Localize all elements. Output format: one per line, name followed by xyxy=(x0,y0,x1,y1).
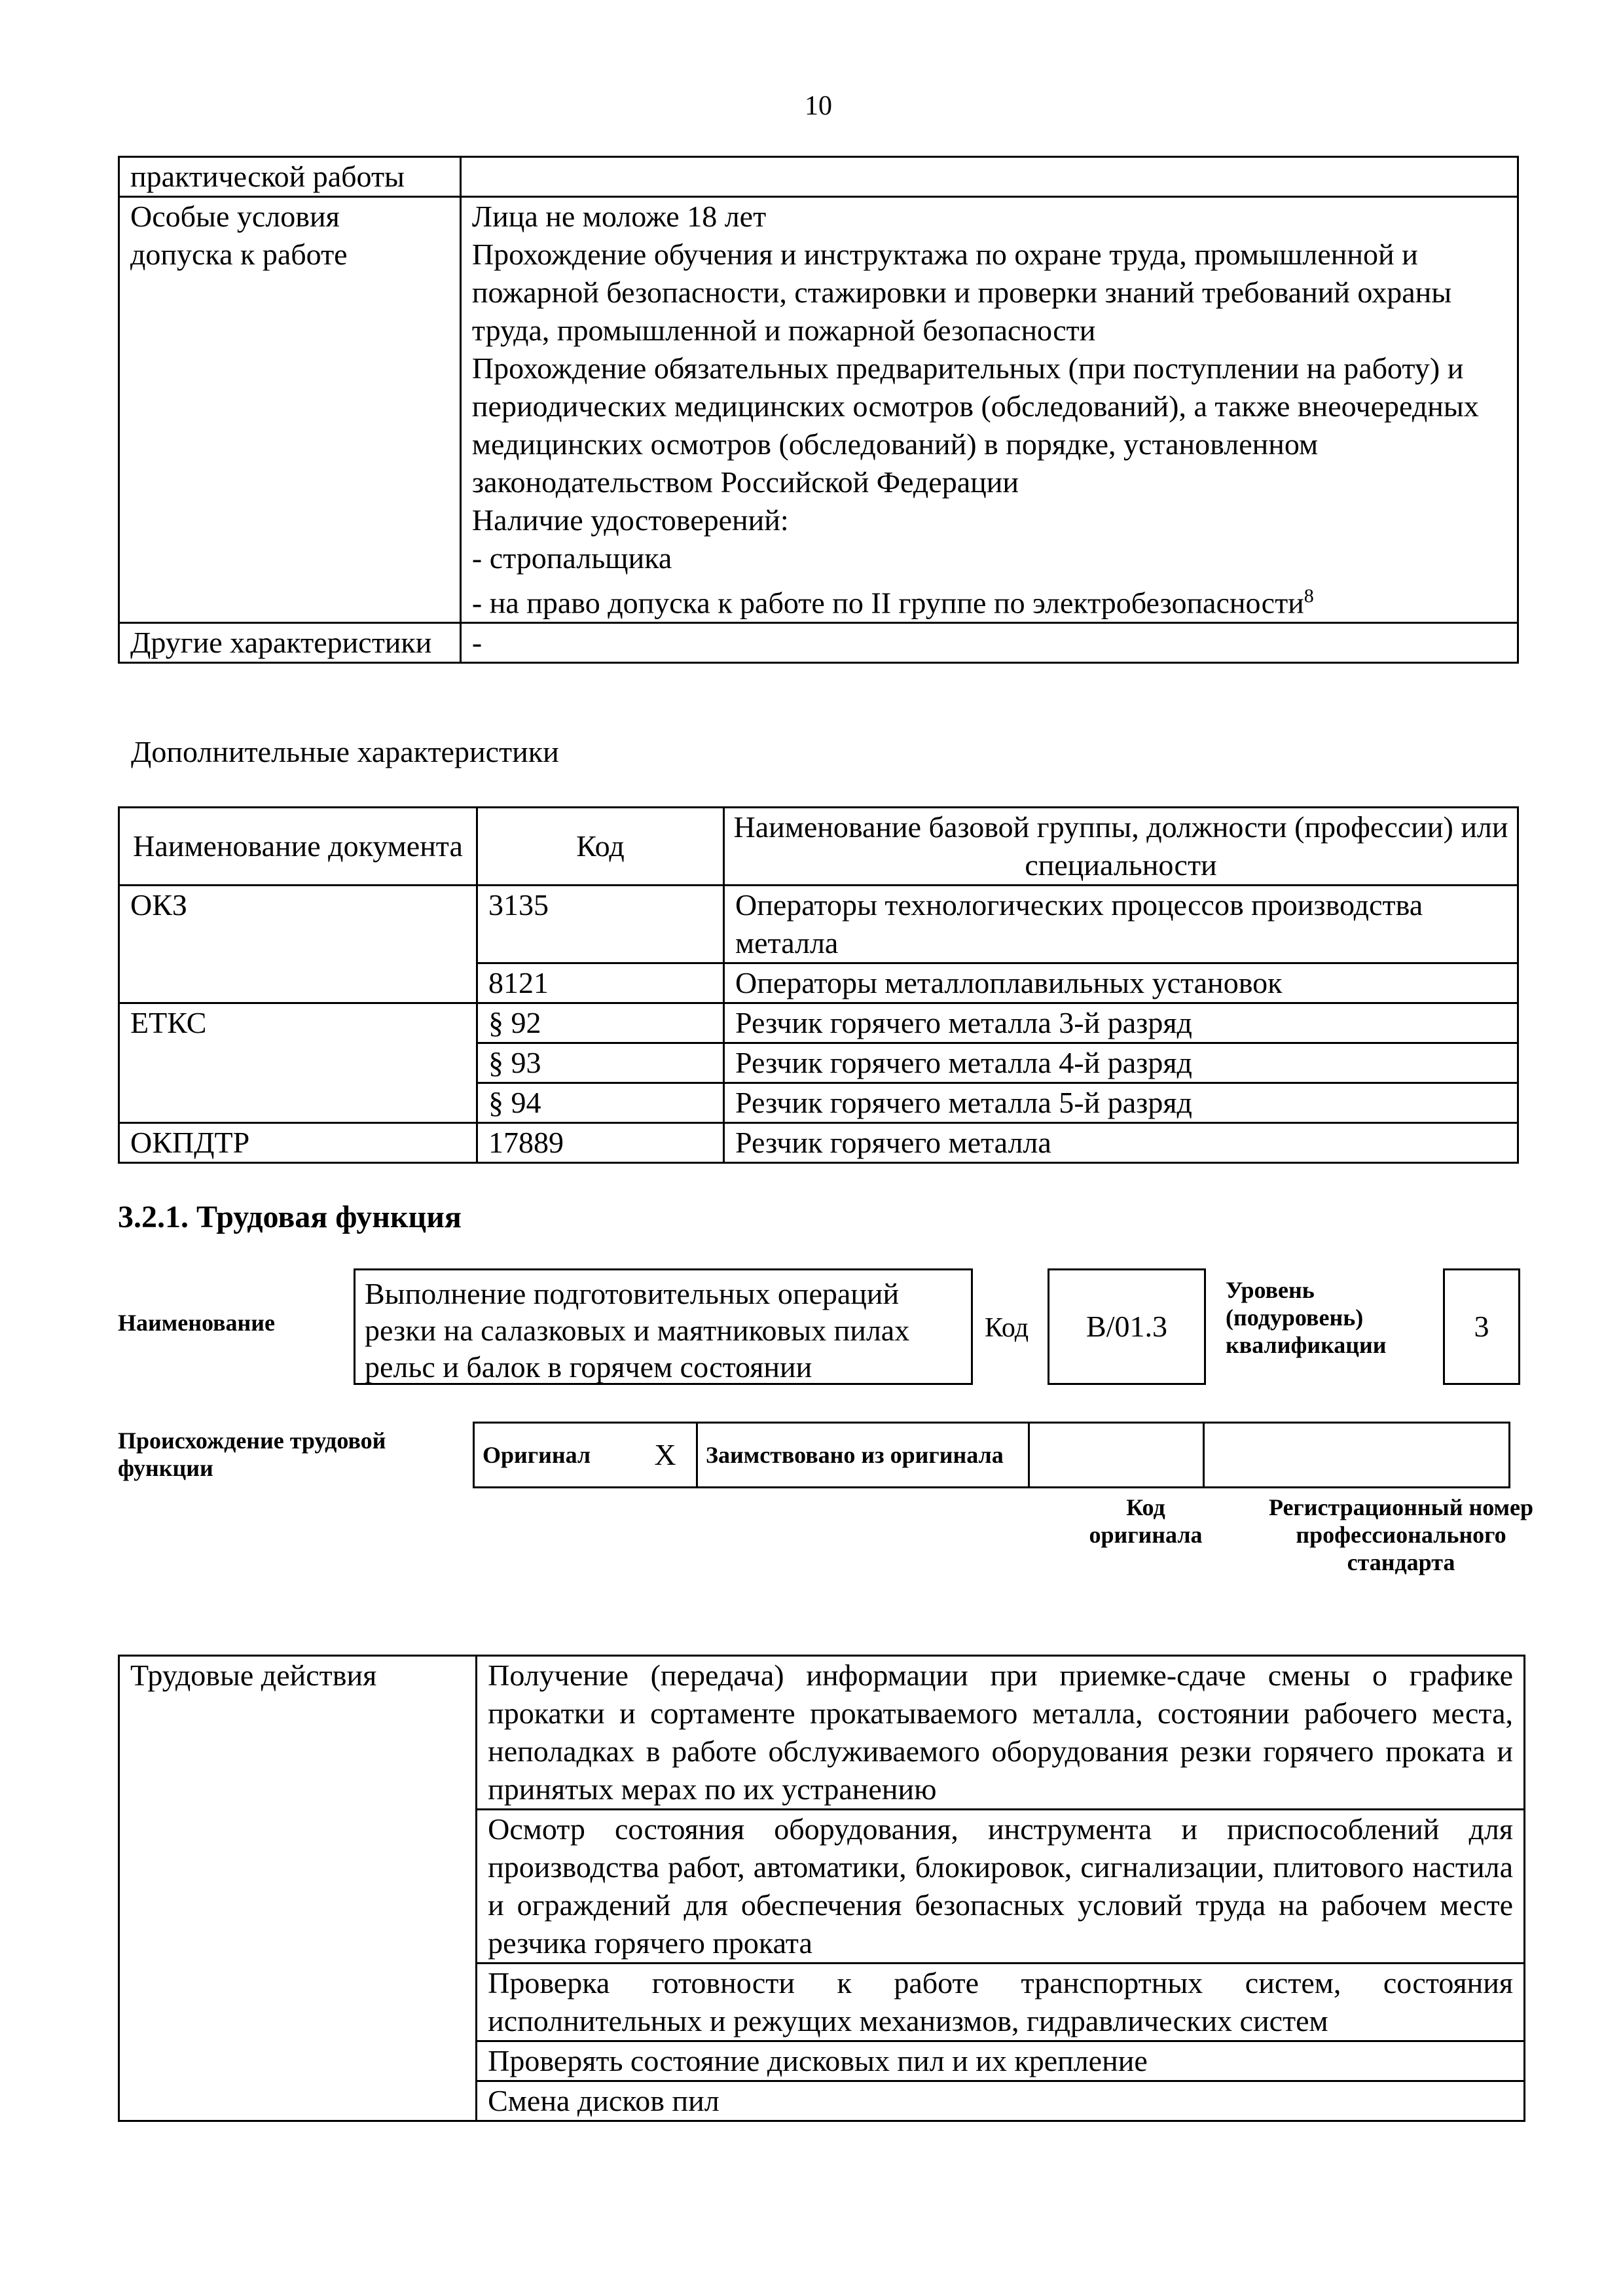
condition-line: Наличие удостоверений: xyxy=(471,503,789,537)
borrowed-label: Заимствовано из оригинала xyxy=(697,1423,1029,1488)
cell-name: Операторы технологических процессов производства металла xyxy=(724,886,1518,963)
cell-code: 8121 xyxy=(477,963,724,1003)
cell-code: § 93 xyxy=(477,1043,724,1083)
cell-name: Резчик горячего металла 5-й разряд xyxy=(724,1083,1518,1123)
cell-doc: ЕТКС xyxy=(119,1003,477,1123)
footnote-mark: 8 xyxy=(1304,585,1314,607)
cell-empty xyxy=(460,157,1518,197)
condition-line: Лица не моложе 18 лет xyxy=(471,200,767,233)
condition-line: - на право допуска к работе по II группе по электробезопасности$^8$ xyxy=(471,585,1314,620)
additional-characteristics-table xyxy=(118,806,1519,1164)
original-code-caption: Код оригинала xyxy=(1089,1494,1203,1548)
additional-characteristics-title: Дополнительные характеристики xyxy=(131,735,559,768)
origin-table xyxy=(473,1422,1510,1488)
function-name-label: Наименование xyxy=(118,1310,275,1336)
table-row xyxy=(119,886,1518,963)
header-name: Наименование базовой группы, должности (профессии) или специальности xyxy=(724,808,1518,886)
cell-practical-work: практической работы xyxy=(119,157,461,197)
table-row xyxy=(119,1123,1518,1163)
header-document: Наименование документа xyxy=(119,808,477,886)
cell-doc: ОКПДТР xyxy=(119,1123,477,1163)
cell-special-conditions-value xyxy=(460,197,1518,623)
cell-code: § 94 xyxy=(477,1083,724,1123)
cell-special-conditions-label: Особые условия допуска к работе xyxy=(119,197,461,623)
actions-label: Трудовые действия xyxy=(119,1656,477,2121)
cell-doc: ОКЗ xyxy=(119,886,477,1003)
function-code-label: Код xyxy=(985,1313,1029,1343)
original-code-cell xyxy=(1029,1423,1204,1488)
cell-other-label: Другие характеристики xyxy=(119,623,461,663)
origin-label: Происхождение трудовой функции xyxy=(118,1427,386,1481)
cell-name: Операторы металлоплавильных установок xyxy=(724,963,1518,1003)
condition-line: - стропальщика xyxy=(471,541,672,575)
cell-code: 3135 xyxy=(477,886,724,963)
action-item: Смена дисков пил xyxy=(477,2081,1525,2121)
registration-number-caption: Регистрационный номер профессионального стандарта xyxy=(1268,1494,1534,1575)
cell-code: § 92 xyxy=(477,1003,724,1043)
registration-number-cell xyxy=(1204,1423,1510,1488)
page-number: 10 xyxy=(805,91,832,121)
qualification-level-label: Уровень (подуровень) квалификации xyxy=(1226,1277,1387,1358)
action-item: Осмотр состояния оборудования, инструмента и приспособлений для производства работ, автоматики, блокировок, сигнализации, плитового настила и ограждений для обеспечения безопасных условий труда на рабочем месте резчика горячего проката xyxy=(477,1810,1525,1964)
original-label: Оригинал xyxy=(474,1423,635,1488)
qualification-level-box: 3 xyxy=(1443,1268,1520,1385)
header-code: Код xyxy=(477,808,724,886)
cell-name: Резчик горячего металла 4-й разряд xyxy=(724,1043,1518,1083)
table-row xyxy=(119,1003,1518,1043)
condition-line: Прохождение обучения и инструктажа по охране труда, промышленной и пожарной безопасности, стажировки и проверки знаний требований охраны труда, промышленной и пожарной безопасности xyxy=(471,238,1452,347)
cell-name: Резчик горячего металла 3-й разряд xyxy=(724,1003,1518,1043)
labour-function-heading: 3.2.1. Трудовая функция xyxy=(118,1200,462,1234)
original-mark: X xyxy=(634,1423,697,1488)
cell-other-value: - xyxy=(460,623,1518,663)
action-item: Получение (передача) информации при приемке-сдаче смены о графике прокатки и сортаменте прокатываемого металла, состоянии рабочего места, неполадках в работе обслуживаемого оборудования резки горячего проката и принятых мерах по их устранению xyxy=(477,1656,1525,1810)
action-item: Проверка готовности к работе транспортных систем, состояния исполнительных и режущих механизмов, гидравлических систем xyxy=(477,1964,1525,2041)
function-code-box: B/01.3 xyxy=(1048,1268,1206,1385)
function-name-box: Выполнение подготовительных операций резки на салазковых и маятниковых пилах рельс и балок в горячем состоянии xyxy=(354,1268,973,1385)
condition-line: Прохождение обязательных предварительных (при поступлении на работу) и периодических медицинских осмотров (обследований), а также внеочередных медицинских осмотров (обследований) в порядке, установленном законодательством Российской Федерации xyxy=(471,351,1479,499)
cell-code: 17889 xyxy=(477,1123,724,1163)
labour-actions-table xyxy=(118,1655,1525,2122)
cell-name: Резчик горячего металла xyxy=(724,1123,1518,1163)
qualification-requirements-table xyxy=(118,156,1519,664)
action-item: Проверять состояние дисковых пил и их крепление xyxy=(477,2041,1525,2081)
